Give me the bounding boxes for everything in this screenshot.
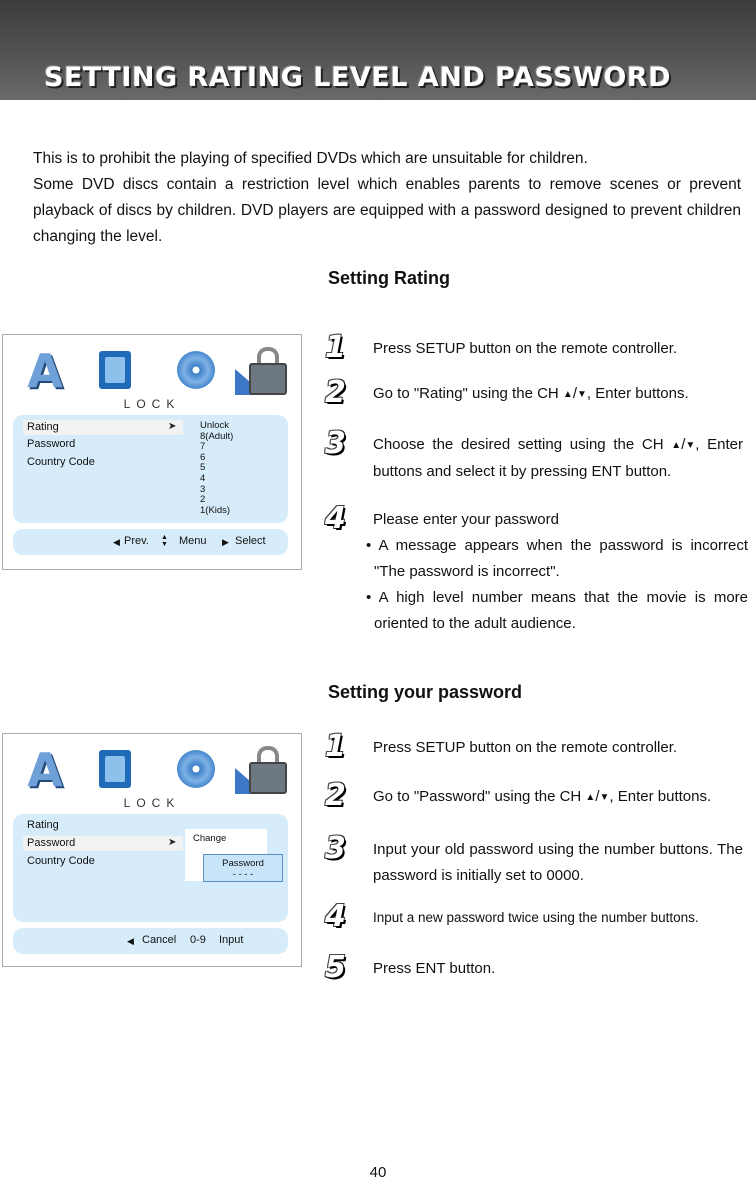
- digits-label: 0-9: [190, 934, 206, 946]
- password-field[interactable]: [203, 854, 283, 882]
- down-arrow-icon: ▼: [599, 792, 610, 803]
- step-number: 2: [325, 375, 346, 410]
- rating-option[interactable]: Unlock: [200, 420, 230, 431]
- step-number: 4: [325, 899, 346, 934]
- step-text: Go to "Rating" using the CH ▲/▼, Enter buttons.: [373, 381, 743, 408]
- rating-option[interactable]: 6: [200, 451, 206, 463]
- cancel-label: Cancel: [142, 934, 177, 946]
- step-number: 5: [325, 950, 346, 985]
- step-text: Input your old password using the number buttons. The password is initially set to 0000.: [373, 841, 743, 884]
- up-arrow-icon: ▲: [671, 440, 682, 451]
- lock-label: LOCK: [123, 796, 181, 810]
- prev-label: Prev.: [124, 535, 149, 547]
- page-title: SETTING RATING LEVEL AND PASSWORD: [44, 62, 671, 93]
- language-icon: A: [27, 743, 63, 797]
- intro-line-1: This is to prohibit the playing of specified DVDs which are unsuitable for children.: [33, 150, 588, 167]
- audio-icon: [171, 347, 223, 395]
- input-label: Input: [219, 934, 244, 946]
- rating-option[interactable]: 8(Adult): [200, 430, 234, 442]
- rating-option[interactable]: 2: [200, 494, 206, 506]
- chevron-right-icon: ➤: [168, 837, 177, 848]
- menu-icons: [19, 343, 294, 399]
- step-number: 2: [325, 778, 346, 813]
- change-label: Change: [193, 833, 227, 844]
- password-mask: - - - -: [232, 869, 254, 880]
- nav-bar: [13, 928, 288, 954]
- display-icon: [91, 746, 143, 794]
- rating-bullet-1: • A message appears when the password is incorrect "The password is incorrect".: [366, 537, 748, 580]
- lock-icon: [235, 746, 287, 794]
- rating-option[interactable]: 3: [200, 483, 206, 495]
- step-text: Choose the desired setting using the CH ▲/▼, Enter buttons and select it by pressing ENT button.: [373, 432, 743, 485]
- lock-label: LOCK: [123, 397, 181, 411]
- left-arrow-icon: ◀: [113, 537, 120, 547]
- step-number: 4: [325, 501, 346, 536]
- chevron-right-icon: ➤: [168, 421, 177, 432]
- rating-bullet-2: • A high level number means that the movie is more oriented to the adult audience.: [366, 589, 748, 632]
- step-number: 3: [325, 426, 346, 461]
- password-label: Password: [222, 858, 264, 869]
- step-text: Please enter your password: [373, 511, 559, 528]
- step-number: 3: [325, 831, 346, 866]
- display-icon: [91, 347, 143, 395]
- intro-text: [33, 146, 741, 250]
- step-text: Press ENT button.: [373, 960, 496, 977]
- up-down-arrow-icon: ▲ ▼: [161, 534, 168, 548]
- menu-panel: [13, 415, 288, 523]
- language-icon: A: [27, 344, 63, 398]
- select-label: Select: [235, 535, 266, 547]
- up-arrow-icon: ▲: [585, 792, 596, 803]
- rating-menu-screen: [2, 334, 302, 570]
- up-arrow-icon: ▲: [562, 389, 573, 400]
- menu-item-rating[interactable]: Rating: [27, 421, 59, 433]
- menu-item-country-code[interactable]: Country Code: [27, 456, 95, 468]
- menu-panel: [13, 814, 288, 922]
- right-arrow-icon: ▶: [222, 537, 229, 547]
- menu-label: Menu: [179, 535, 207, 547]
- rating-section-title: Setting Rating: [328, 268, 450, 288]
- menu-item-rating[interactable]: Rating: [27, 819, 59, 831]
- menu-item-password[interactable]: Password: [27, 837, 76, 849]
- step-text: Press SETUP button on the remote controller.: [373, 340, 678, 357]
- nav-bar: [13, 529, 288, 555]
- intro-line-2: Some DVD discs contain a restriction level which enables parents to remove scenes or prevent playback of discs by children. DVD players are equipped with a password designed to prevent children changing the level.: [33, 176, 741, 245]
- page-header: [0, 0, 756, 100]
- password-menu-screen: [2, 733, 302, 967]
- menu-item-country-code[interactable]: Country Code: [27, 855, 95, 867]
- rating-option[interactable]: 5: [200, 462, 206, 474]
- rating-option[interactable]: 4: [200, 472, 206, 484]
- left-arrow-icon: ◀: [127, 936, 134, 946]
- down-arrow-icon: ▼: [577, 389, 587, 400]
- step-text: Input a new password twice using the number buttons.: [373, 910, 699, 925]
- password-section-title: Setting your password: [328, 682, 523, 702]
- rating-options: [200, 421, 233, 516]
- lock-icon: [235, 347, 287, 395]
- rating-option[interactable]: 1(Kids): [200, 504, 231, 516]
- step-number: 1: [325, 330, 346, 365]
- rating-option[interactable]: 7: [200, 441, 206, 453]
- menu-icons: [19, 742, 294, 798]
- page-number: 40: [369, 1164, 387, 1181]
- audio-icon: [171, 746, 223, 794]
- down-arrow-icon: ▼: [685, 440, 696, 451]
- menu-item-password[interactable]: Password: [27, 438, 76, 450]
- step-text: Press SETUP button on the remote controller.: [373, 739, 678, 756]
- step-number: 1: [325, 729, 346, 764]
- step-text: Go to "Password" using the CH ▲/▼, Enter buttons.: [373, 784, 743, 811]
